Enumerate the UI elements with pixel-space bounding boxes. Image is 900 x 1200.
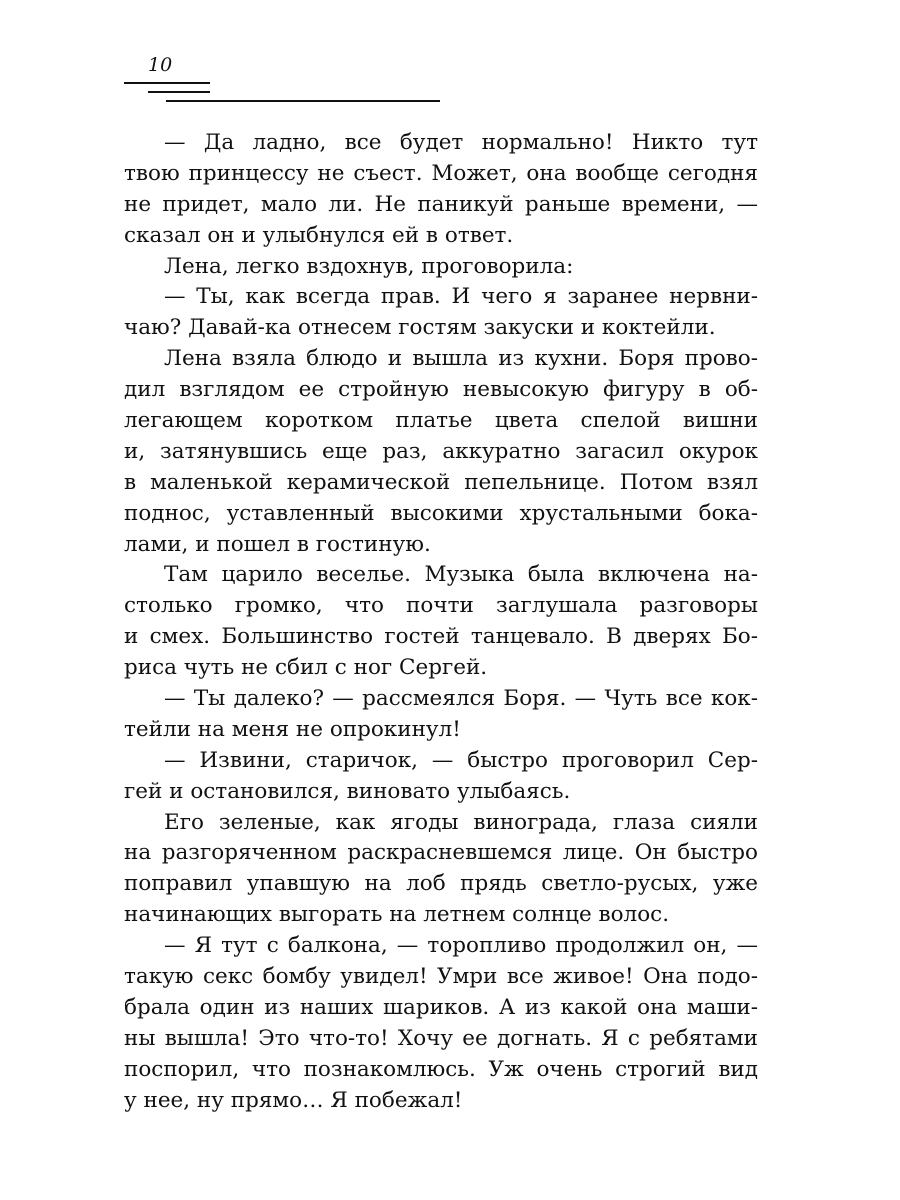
text-line: — Извини, старичок, — быстро проговорил Сер- xyxy=(164,747,758,773)
text-line: и, затянувшись еще раз, аккуратно загасил окурок xyxy=(124,438,758,464)
text-line: гей и остановился, виновато улыбаясь. xyxy=(124,778,571,804)
text-line: столько громко, что почти заглушала разговоры xyxy=(124,593,758,619)
text-line: Его зеленые, как ягоды винограда, глаза сияли xyxy=(164,809,758,835)
body-text xyxy=(124,128,758,1117)
text-line: — Я тут с балкона, — торопливо продолжил он, — xyxy=(164,933,758,959)
header-rule-top xyxy=(124,82,210,84)
text-line: на разгоряченном раскрасневшемся лице. Он быстро xyxy=(124,840,758,866)
text-line: брала один из наших шариков. А из какой она маши- xyxy=(124,994,758,1020)
text-line: в маленькой керамической пепельнице. Потом взял xyxy=(124,469,758,495)
text-line: легающем коротком платье цвета спелой вишни xyxy=(124,408,758,434)
text-line: — Ты далеко? — рассмеялся Боря. — Чуть все кок- xyxy=(164,686,758,712)
text-line: — Да ладно, все будет нормально! Никто тут xyxy=(164,130,758,155)
text-line: сказал он и улыбнулся ей в ответ. xyxy=(124,222,514,248)
text-line: и смех. Большинство гостей танцевало. В дверях Бо- xyxy=(124,624,758,650)
text-line: тейли на меня не опрокинул! xyxy=(124,716,461,742)
text-line: твою принцессу не съест. Может, она вообще сегодня xyxy=(124,160,758,186)
text-line: лами, и пошел в гостиную. xyxy=(124,531,431,557)
page-number: 10 xyxy=(148,54,173,76)
text-line: — Ты, как всегда прав. И чего я заранее нервни- xyxy=(164,284,758,310)
text-line: не придет, мало ли. Не паникуй раньше времени, — xyxy=(124,191,758,217)
text-line: у нее, ну прямо… Я побежал! xyxy=(124,1087,463,1113)
text-line: риса чуть не сбил с ног Сергей. xyxy=(124,655,488,681)
text-line: Лена взяла блюдо и вышла из кухни. Боря прово- xyxy=(164,346,758,372)
text-line: чаю? Давай-ка отнесем гостям закуски и коктейли. xyxy=(124,315,716,341)
text-line: поправил упавшую на лоб прядь светло-русых, уже xyxy=(124,871,758,897)
text-line: начинающих выгорать на летнем солнце волос. xyxy=(124,902,670,928)
text-line: поспорил, что познакомлюсь. Уж очень строгий вид xyxy=(124,1056,758,1082)
text-line: Там царило веселье. Музыка была включена на- xyxy=(164,562,758,588)
header-rule-long xyxy=(166,100,440,102)
text-line: такую секс бомбу увидел! Умри все живое! Она подо- xyxy=(124,964,758,990)
text-line: дил взглядом ее стройную невысокую фигуру в об- xyxy=(124,377,758,403)
text-line: поднос, уставленный высокими хрустальными бока- xyxy=(124,500,758,526)
text-line: ны вышла! Это что-то! Хочу ее догнать. Я с ребятами xyxy=(124,1025,758,1051)
text-line: Лена, легко вздохнув, проговорила: xyxy=(164,253,574,279)
header-rule-middle xyxy=(148,91,210,93)
